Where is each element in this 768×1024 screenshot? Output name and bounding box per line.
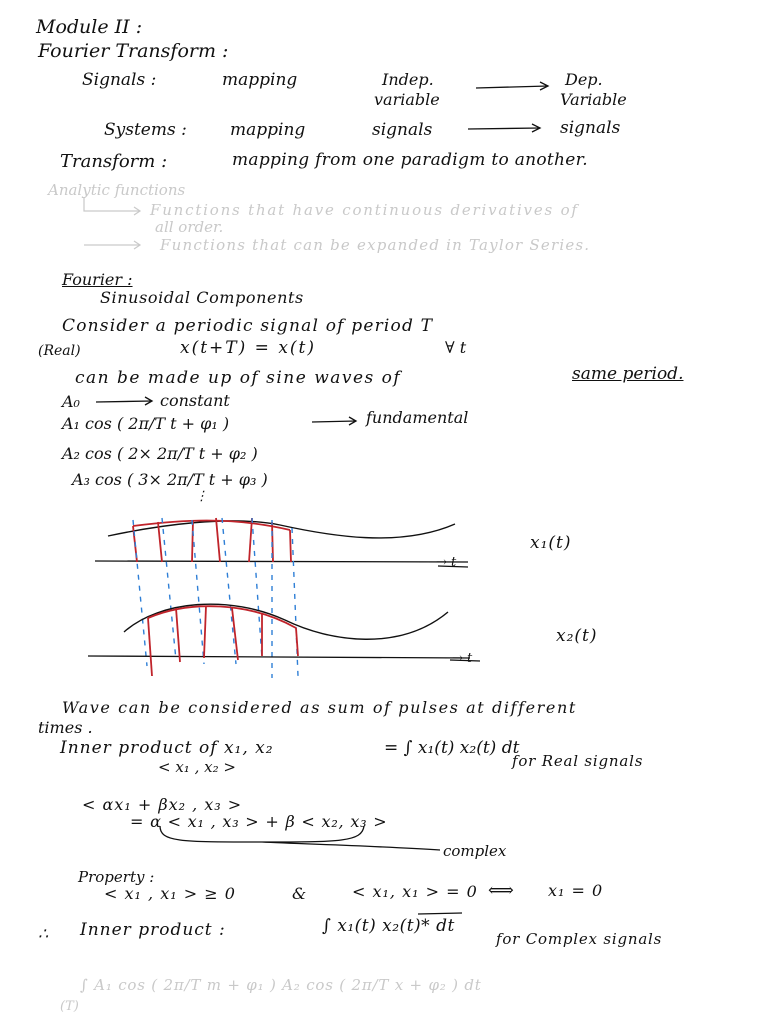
- t-axis-label-1: → t: [436, 555, 457, 570]
- conjugate-bar: [418, 913, 462, 914]
- a0-constant: constant: [160, 391, 230, 410]
- transform-label: Transform :: [60, 151, 168, 172]
- property-nonneg: < x₁ , x₁ > ≥ 0: [104, 884, 236, 903]
- for-complex-signals: for Complex signals: [496, 930, 663, 948]
- inner-product-eq: = ∫ x₁(t) x₂(t) dt: [384, 738, 520, 758]
- x1-axis: [95, 561, 468, 562]
- periodic-equation: x(t+T) = x(t): [180, 338, 317, 358]
- x1-label: x₁(t): [530, 533, 572, 553]
- a2-term: A₂ cos ( 2× 2π/T t + φ₂ ): [62, 444, 258, 463]
- dep-label: Dep.: [565, 70, 603, 89]
- pulses-line-2: times .: [38, 718, 93, 737]
- dep-variable: Variable: [560, 90, 627, 109]
- forall-t: ∀ t: [445, 338, 467, 357]
- systems-to: signals: [560, 118, 621, 138]
- analytic-line-1b: all order.: [155, 218, 224, 236]
- complex-label: complex: [443, 842, 507, 860]
- inner-product-label-2: Inner product :: [80, 920, 226, 940]
- systems-from: signals: [372, 120, 433, 140]
- fundamental-arrow: [312, 417, 356, 425]
- property-iff: ⟺: [488, 880, 514, 901]
- real-label: (Real): [38, 343, 81, 359]
- property-label: Property :: [78, 868, 155, 886]
- property-zero: < x₁, x₁ > = 0: [352, 882, 478, 901]
- for-real-signals: for Real signals: [512, 752, 644, 770]
- signals-arrow: [476, 82, 548, 90]
- signals-mapping: mapping: [222, 70, 298, 90]
- analytic-line-2: Functions that can be expanded in Taylor Series.: [160, 236, 591, 254]
- same-period: same period.: [572, 364, 684, 384]
- indep-variable: variable: [374, 90, 440, 109]
- analytic-title: Analytic functions: [48, 181, 186, 199]
- indep-label: Indep.: [382, 70, 434, 89]
- continuation-dots: ⋮: [195, 489, 208, 504]
- faint-limit: (T): [60, 999, 79, 1014]
- systems-mapping: mapping: [230, 120, 306, 140]
- topic-title: Fourier Transform :: [38, 40, 229, 62]
- analytic-arrow-2: [84, 241, 140, 249]
- a1-term: A₁ cos ( 2π/T t + φ₁ ): [62, 414, 230, 433]
- property-x1-zero: x₁ = 0: [548, 881, 604, 900]
- therefore-symbol: ∴: [38, 924, 49, 943]
- x2-axis: [88, 656, 470, 658]
- consider-line: Consider a periodic signal of period T: [62, 316, 434, 336]
- a3-term: A₃ cos ( 3× 2π/T t + φ₃ ): [72, 470, 268, 489]
- analytic-line-1: Functions that have continuous derivatives of: [150, 201, 579, 219]
- fourier-sub: Sinusoidal Components: [100, 288, 304, 307]
- linearity-line-2: = α < x₁ , x₃ > + β < x₂, x₃ >: [130, 812, 388, 831]
- made-up-line: can be made up of sine waves of: [75, 368, 402, 388]
- fundamental-label: fundamental: [366, 408, 469, 427]
- analytic-arrow-1: [84, 197, 140, 215]
- signals-label: Signals :: [82, 70, 157, 90]
- pulses-line-1: Wave can be considered as sum of pulses at different: [62, 698, 577, 717]
- a0-arrow: [96, 397, 152, 405]
- module-title: Module II :: [36, 16, 143, 38]
- linearity-line-1: < αx₁ + βx₂ , x₃ >: [82, 795, 243, 814]
- systems-label: Systems :: [104, 120, 187, 140]
- faint-integral: ∫ A₁ cos ( 2π/T m + φ₁ ) A₂ cos ( 2π/T x + φ₂ ) dt: [80, 976, 482, 994]
- x2-label: x₂(t): [556, 626, 598, 646]
- t-axis-label-2: → t: [452, 651, 473, 666]
- inner-product-label: Inner product of x₁, x₂: [60, 738, 274, 758]
- fourier-title: Fourier :: [62, 270, 133, 289]
- property-and: &: [292, 884, 307, 903]
- systems-arrow: [468, 124, 540, 132]
- transform-text: mapping from one paradigm to another.: [232, 150, 588, 170]
- inner-complex-eq: ∫ x₁(t) x₂(t)* dt: [322, 916, 455, 936]
- a0-term: A₀: [62, 392, 80, 411]
- inner-bracket: < x₁ , x₂ >: [158, 758, 236, 776]
